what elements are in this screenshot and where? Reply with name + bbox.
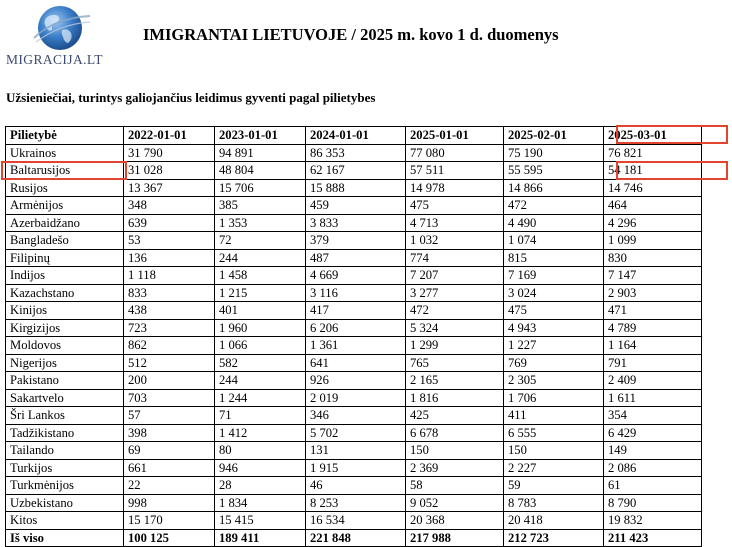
- value-cell: 2 019: [306, 389, 406, 407]
- value-cell: 417: [306, 302, 406, 320]
- value-cell: 769: [504, 354, 604, 372]
- country-cell: Turkmėnijos: [6, 477, 124, 495]
- value-cell: 661: [124, 459, 215, 477]
- value-cell: 4 490: [504, 214, 604, 232]
- value-cell: 62 167: [306, 162, 406, 180]
- value-cell: 1 164: [604, 337, 702, 355]
- value-cell: 862: [124, 337, 215, 355]
- country-cell: Kirgizijos: [6, 319, 124, 337]
- value-cell: 4 943: [504, 319, 604, 337]
- country-cell: Baltarusijos: [6, 162, 124, 180]
- country-cell: Turkijos: [6, 459, 124, 477]
- value-cell: 212 723: [504, 529, 604, 547]
- column-header: 2025-02-01: [504, 127, 604, 145]
- table-row: [6, 319, 702, 337]
- value-cell: 1 215: [215, 284, 306, 302]
- value-cell: 15 170: [124, 512, 215, 530]
- column-header: 2022-01-01: [124, 127, 215, 145]
- value-cell: 94 891: [215, 144, 306, 162]
- country-cell: Nigerijos: [6, 354, 124, 372]
- table-row: [6, 267, 702, 285]
- value-cell: 4 296: [604, 214, 702, 232]
- value-cell: 7 147: [604, 267, 702, 285]
- value-cell: 211 423: [604, 529, 702, 547]
- value-cell: 15 888: [306, 179, 406, 197]
- country-cell: Tadžikistano: [6, 424, 124, 442]
- value-cell: 28: [215, 477, 306, 495]
- value-cell: 8 783: [504, 494, 604, 512]
- value-cell: 1 074: [504, 232, 604, 250]
- value-cell: 4 713: [406, 214, 504, 232]
- value-cell: 77 080: [406, 144, 504, 162]
- value-cell: 2 409: [604, 372, 702, 390]
- value-cell: 723: [124, 319, 215, 337]
- value-cell: 69: [124, 442, 215, 460]
- value-cell: 31 790: [124, 144, 215, 162]
- value-cell: 48 804: [215, 162, 306, 180]
- value-cell: 57 511: [406, 162, 504, 180]
- value-cell: 1 361: [306, 337, 406, 355]
- value-cell: 1 299: [406, 337, 504, 355]
- value-cell: 475: [406, 197, 504, 215]
- value-cell: 2 165: [406, 372, 504, 390]
- value-cell: 472: [406, 302, 504, 320]
- value-cell: 8 790: [604, 494, 702, 512]
- value-cell: 385: [215, 197, 306, 215]
- value-cell: 71: [215, 407, 306, 425]
- value-cell: 131: [306, 442, 406, 460]
- table-row: [6, 354, 702, 372]
- value-cell: 1 066: [215, 337, 306, 355]
- value-cell: 425: [406, 407, 504, 425]
- value-cell: 244: [215, 372, 306, 390]
- value-cell: 189 411: [215, 529, 306, 547]
- value-cell: 791: [604, 354, 702, 372]
- value-cell: 512: [124, 354, 215, 372]
- value-cell: 703: [124, 389, 215, 407]
- table-row: [6, 459, 702, 477]
- country-cell: Sakartvelo: [6, 389, 124, 407]
- value-cell: 58: [406, 477, 504, 495]
- value-cell: 75 190: [504, 144, 604, 162]
- table-row: [6, 302, 702, 320]
- value-cell: 13 367: [124, 179, 215, 197]
- table-row: [6, 179, 702, 197]
- country-cell: Šri Lankos: [6, 407, 124, 425]
- total-row: [6, 529, 702, 547]
- value-cell: 14 978: [406, 179, 504, 197]
- immigrants-table: [5, 126, 702, 547]
- value-cell: 3 116: [306, 284, 406, 302]
- migracija-logo: [4, 2, 114, 72]
- page-title: IMIGRANTAI LIETUVOJE / 2025 m. kovo 1 d. duomenys: [143, 25, 559, 44]
- table-row: [6, 232, 702, 250]
- column-header: 2025-03-01: [604, 127, 702, 145]
- country-cell: Iš viso: [6, 529, 124, 547]
- table-header-row: [6, 127, 702, 145]
- country-cell: Azerbaidžano: [6, 214, 124, 232]
- value-cell: 5 702: [306, 424, 406, 442]
- value-cell: 4 669: [306, 267, 406, 285]
- value-cell: 136: [124, 249, 215, 267]
- value-cell: 1 611: [604, 389, 702, 407]
- table-row: [6, 424, 702, 442]
- value-cell: 401: [215, 302, 306, 320]
- value-cell: 200: [124, 372, 215, 390]
- value-cell: 774: [406, 249, 504, 267]
- country-cell: Filipinų: [6, 249, 124, 267]
- logo-text: MIGRACIJA.LT: [6, 52, 103, 67]
- value-cell: 2 227: [504, 459, 604, 477]
- column-header: 2024-01-01: [306, 127, 406, 145]
- value-cell: 7 169: [504, 267, 604, 285]
- value-cell: 464: [604, 197, 702, 215]
- value-cell: 354: [604, 407, 702, 425]
- country-cell: Uzbekistano: [6, 494, 124, 512]
- value-cell: 15 706: [215, 179, 306, 197]
- value-cell: 6 206: [306, 319, 406, 337]
- value-cell: 7 207: [406, 267, 504, 285]
- table-row: [6, 162, 702, 180]
- country-cell: Moldovos: [6, 337, 124, 355]
- country-cell: Kinijos: [6, 302, 124, 320]
- country-cell: Armėnijos: [6, 197, 124, 215]
- globe-icon: [32, 2, 92, 54]
- value-cell: 833: [124, 284, 215, 302]
- value-cell: 72: [215, 232, 306, 250]
- value-cell: 5 324: [406, 319, 504, 337]
- value-cell: 22: [124, 477, 215, 495]
- value-cell: 487: [306, 249, 406, 267]
- value-cell: 15 415: [215, 512, 306, 530]
- table-row: [6, 372, 702, 390]
- value-cell: 54 181: [604, 162, 702, 180]
- value-cell: 926: [306, 372, 406, 390]
- value-cell: 1 960: [215, 319, 306, 337]
- value-cell: 1 118: [124, 267, 215, 285]
- value-cell: 14 746: [604, 179, 702, 197]
- value-cell: 998: [124, 494, 215, 512]
- value-cell: 471: [604, 302, 702, 320]
- value-cell: 150: [504, 442, 604, 460]
- value-cell: 8 253: [306, 494, 406, 512]
- country-cell: Indijos: [6, 267, 124, 285]
- value-cell: 100 125: [124, 529, 215, 547]
- value-cell: 61: [604, 477, 702, 495]
- value-cell: 1 816: [406, 389, 504, 407]
- value-cell: 2 305: [504, 372, 604, 390]
- value-cell: 1 227: [504, 337, 604, 355]
- value-cell: 6 678: [406, 424, 504, 442]
- value-cell: 1 032: [406, 232, 504, 250]
- value-cell: 19 832: [604, 512, 702, 530]
- country-cell: Rusijos: [6, 179, 124, 197]
- table-row: [6, 494, 702, 512]
- value-cell: 53: [124, 232, 215, 250]
- value-cell: 411: [504, 407, 604, 425]
- table-row: [6, 337, 702, 355]
- value-cell: 1 834: [215, 494, 306, 512]
- value-cell: 57: [124, 407, 215, 425]
- value-cell: 946: [215, 459, 306, 477]
- value-cell: 20 418: [504, 512, 604, 530]
- value-cell: 4 789: [604, 319, 702, 337]
- value-cell: 76 821: [604, 144, 702, 162]
- value-cell: 379: [306, 232, 406, 250]
- value-cell: 641: [306, 354, 406, 372]
- value-cell: 348: [124, 197, 215, 215]
- country-cell: Bangladešo: [6, 232, 124, 250]
- value-cell: 86 353: [306, 144, 406, 162]
- value-cell: 475: [504, 302, 604, 320]
- value-cell: 1 244: [215, 389, 306, 407]
- page-subtitle: Užsieniečiai, turintys galiojančius leidimus gyventi pagal pilietybes: [6, 90, 376, 105]
- table-row: [6, 249, 702, 267]
- value-cell: 2 903: [604, 284, 702, 302]
- table-row: [6, 477, 702, 495]
- table-row: [6, 144, 702, 162]
- value-cell: 150: [406, 442, 504, 460]
- value-cell: 1 353: [215, 214, 306, 232]
- value-cell: 765: [406, 354, 504, 372]
- value-cell: 1 412: [215, 424, 306, 442]
- value-cell: 14 866: [504, 179, 604, 197]
- value-cell: 582: [215, 354, 306, 372]
- value-cell: 1 458: [215, 267, 306, 285]
- value-cell: 16 534: [306, 512, 406, 530]
- value-cell: 3 024: [504, 284, 604, 302]
- value-cell: 221 848: [306, 529, 406, 547]
- value-cell: 1 706: [504, 389, 604, 407]
- table-row: [6, 512, 702, 530]
- value-cell: 815: [504, 249, 604, 267]
- value-cell: 639: [124, 214, 215, 232]
- value-cell: 6 429: [604, 424, 702, 442]
- value-cell: 1 915: [306, 459, 406, 477]
- value-cell: 3 277: [406, 284, 504, 302]
- table-row: [6, 284, 702, 302]
- table-row: [6, 214, 702, 232]
- value-cell: 6 555: [504, 424, 604, 442]
- value-cell: 80: [215, 442, 306, 460]
- country-cell: Kazachstano: [6, 284, 124, 302]
- table-row: [6, 407, 702, 425]
- value-cell: 46: [306, 477, 406, 495]
- value-cell: 830: [604, 249, 702, 267]
- value-cell: 217 988: [406, 529, 504, 547]
- table-row: [6, 442, 702, 460]
- value-cell: 398: [124, 424, 215, 442]
- value-cell: 472: [504, 197, 604, 215]
- value-cell: 149: [604, 442, 702, 460]
- value-cell: 459: [306, 197, 406, 215]
- column-header: Pilietybė: [6, 127, 124, 145]
- value-cell: 55 595: [504, 162, 604, 180]
- table-row: [6, 197, 702, 215]
- value-cell: 2 086: [604, 459, 702, 477]
- value-cell: 2 369: [406, 459, 504, 477]
- value-cell: 59: [504, 477, 604, 495]
- country-cell: Kitos: [6, 512, 124, 530]
- value-cell: 20 368: [406, 512, 504, 530]
- country-cell: Pakistano: [6, 372, 124, 390]
- country-cell: Ukrainos: [6, 144, 124, 162]
- value-cell: 3 833: [306, 214, 406, 232]
- value-cell: 346: [306, 407, 406, 425]
- column-header: 2025-01-01: [406, 127, 504, 145]
- value-cell: 1 099: [604, 232, 702, 250]
- table-row: [6, 389, 702, 407]
- column-header: 2023-01-01: [215, 127, 306, 145]
- value-cell: 31 028: [124, 162, 215, 180]
- value-cell: 9 052: [406, 494, 504, 512]
- value-cell: 244: [215, 249, 306, 267]
- value-cell: 438: [124, 302, 215, 320]
- country-cell: Tailando: [6, 442, 124, 460]
